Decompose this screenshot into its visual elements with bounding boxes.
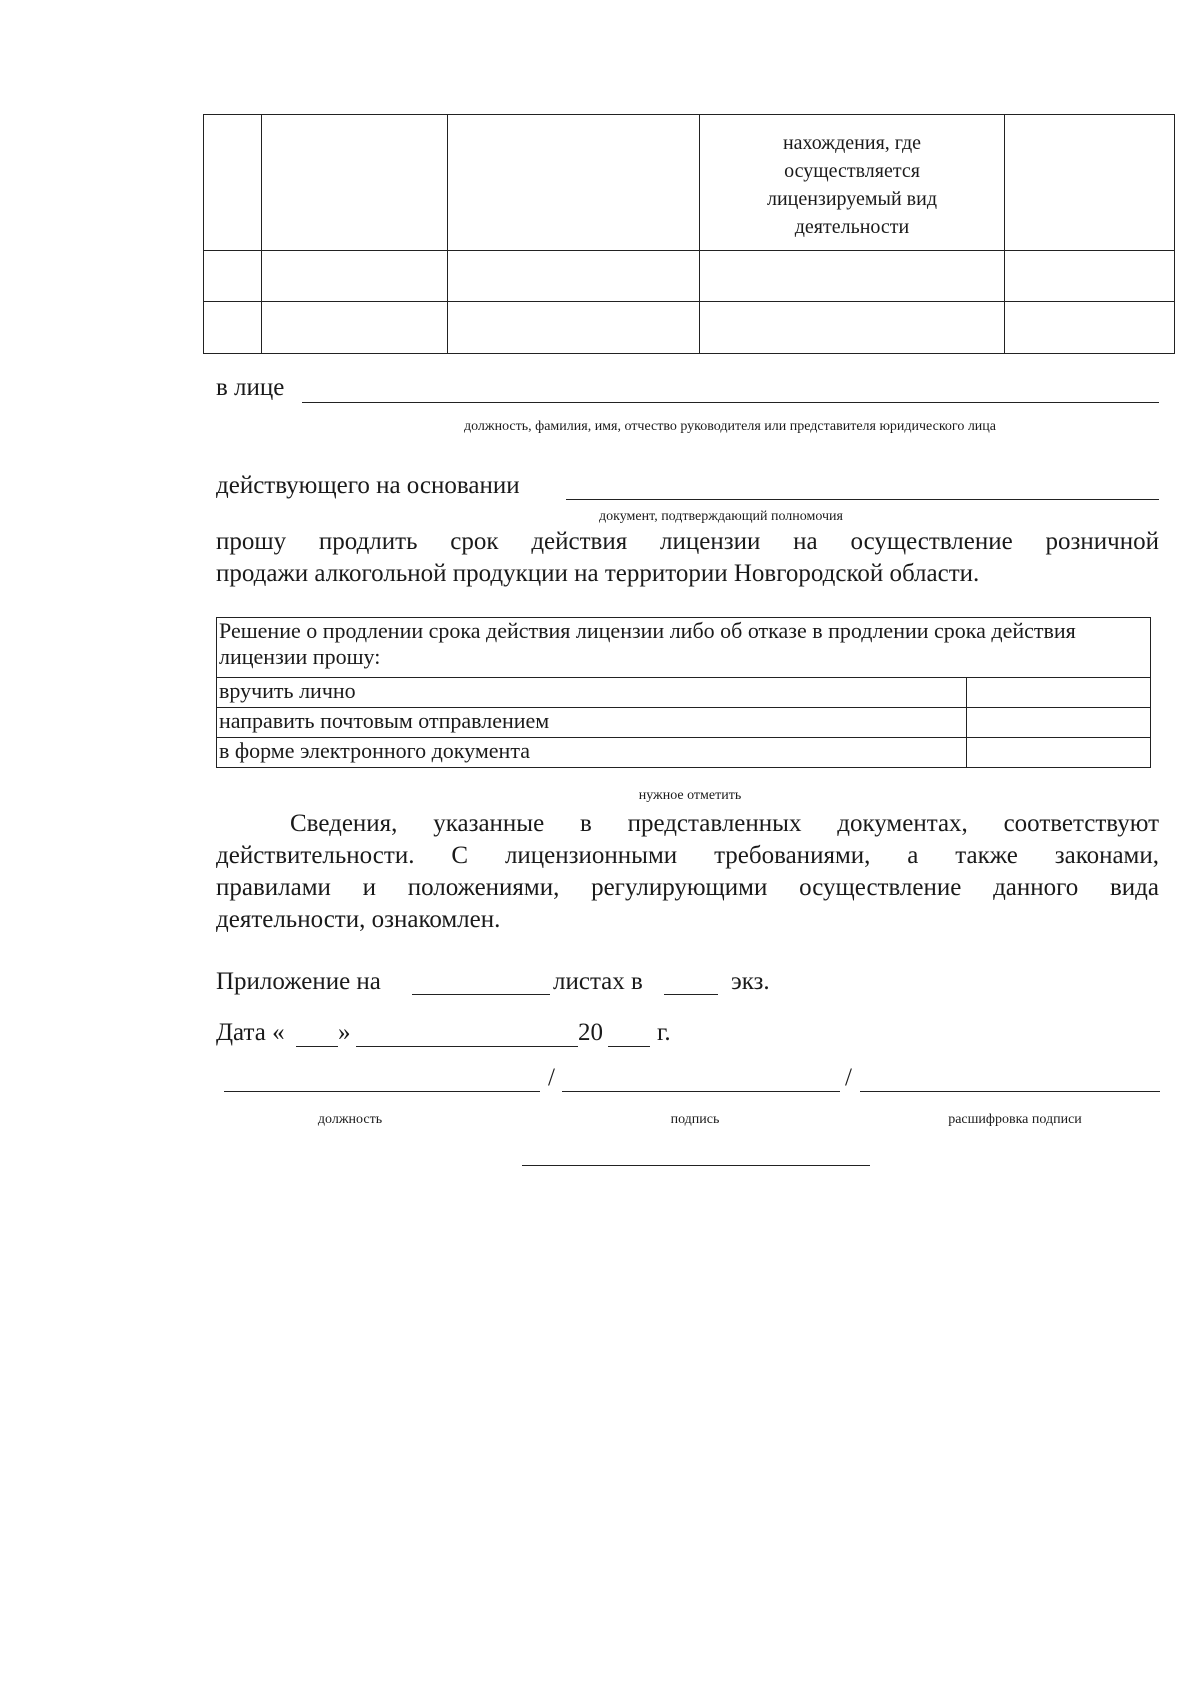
signature-separator: / (845, 1064, 852, 1091)
attachment-copies-field[interactable] (664, 994, 718, 995)
header-line: нахождения, где (782, 132, 922, 154)
table-row (217, 708, 1151, 738)
table-cell (262, 115, 448, 251)
table-row (204, 302, 1175, 354)
table-cell[interactable] (448, 251, 700, 302)
request-line: продажи алкогольной продукции на территории Новгородской области. (216, 560, 980, 587)
basis-field[interactable] (566, 499, 1159, 500)
statement-line: Сведения, указанные в представленных документах, соответствуют (290, 810, 1159, 837)
delivery-method-table (216, 617, 1151, 768)
seal-line[interactable] (522, 1165, 870, 1166)
statement-line: действительности. С лицензионными требованиями, а также законами, (216, 842, 1159, 869)
date-close-quote: » (338, 1019, 351, 1046)
attachment-middle: листах в (553, 968, 643, 995)
attachment-sheets-field[interactable] (412, 994, 550, 995)
table-cell[interactable] (262, 251, 448, 302)
signature-separator: / (548, 1064, 555, 1091)
table-cell[interactable] (204, 302, 262, 354)
representative-caption: должность, фамилия, имя, отчество руководителя или представителя юридического лица (463, 419, 997, 434)
position-caption: должность (317, 1112, 383, 1127)
table-row (217, 738, 1151, 768)
signature-decode-field[interactable] (860, 1091, 1160, 1092)
attachment-prefix: Приложение на (216, 968, 381, 995)
delivery-note: нужное отметить (638, 788, 742, 803)
statement-line: деятельности, ознакомлен. (216, 906, 501, 933)
delivery-option-checkbox[interactable] (967, 738, 1151, 768)
request-line: прошу продлить срок действия лицензии на осуществление розничной (216, 528, 1159, 555)
location-header-cell (700, 115, 1005, 251)
table-cell (1005, 115, 1175, 251)
date-year-prefix: 20 (578, 1019, 603, 1046)
premises-table (203, 114, 1175, 354)
delivery-option-checkbox[interactable] (967, 678, 1151, 708)
delivery-option-label: вручить лично (217, 678, 967, 708)
delivery-header: Решение о продлении срока действия лицензии либо об отказе в продлении срока действия лицензии прошу: (217, 618, 1151, 678)
date-year-field[interactable] (608, 1046, 650, 1047)
table-cell[interactable] (262, 302, 448, 354)
header-line: лицензируемый вид (766, 188, 938, 210)
attachment-suffix: экз. (731, 968, 770, 995)
date-prefix: Дата « (216, 1019, 285, 1046)
table-cell[interactable] (700, 251, 1005, 302)
date-year-suffix: г. (657, 1019, 671, 1046)
table-row (204, 251, 1175, 302)
header-line: деятельности (794, 216, 910, 238)
delivery-option-label: направить почтовым отправлением (217, 708, 967, 738)
basis-label: действующего на основании (216, 472, 520, 499)
table-cell[interactable] (1005, 251, 1175, 302)
signature-caption: подпись (670, 1112, 720, 1127)
decode-caption: расшифровка подписи (948, 1112, 1082, 1127)
statement-line: правилами и положениями, регулирующими осуществление данного вида (216, 874, 1159, 901)
signature-field[interactable] (562, 1091, 840, 1092)
position-field[interactable] (224, 1091, 540, 1092)
basis-caption: документ, подтверждающий полномочия (599, 509, 843, 524)
representative-label: в лице (216, 374, 285, 401)
date-month-field[interactable] (356, 1046, 578, 1047)
header-line: осуществляется (784, 160, 920, 182)
table-cell[interactable] (448, 302, 700, 354)
table-cell (204, 115, 262, 251)
table-row (217, 618, 1151, 678)
table-row (217, 678, 1151, 708)
table-cell[interactable] (204, 251, 262, 302)
table-cell[interactable] (700, 302, 1005, 354)
table-cell (448, 115, 700, 251)
delivery-option-label: в форме электронного документа (217, 738, 967, 768)
date-day-field[interactable] (296, 1046, 338, 1047)
representative-field[interactable] (302, 402, 1159, 403)
table-cell[interactable] (1005, 302, 1175, 354)
table-row (204, 115, 1175, 251)
delivery-option-checkbox[interactable] (967, 708, 1151, 738)
